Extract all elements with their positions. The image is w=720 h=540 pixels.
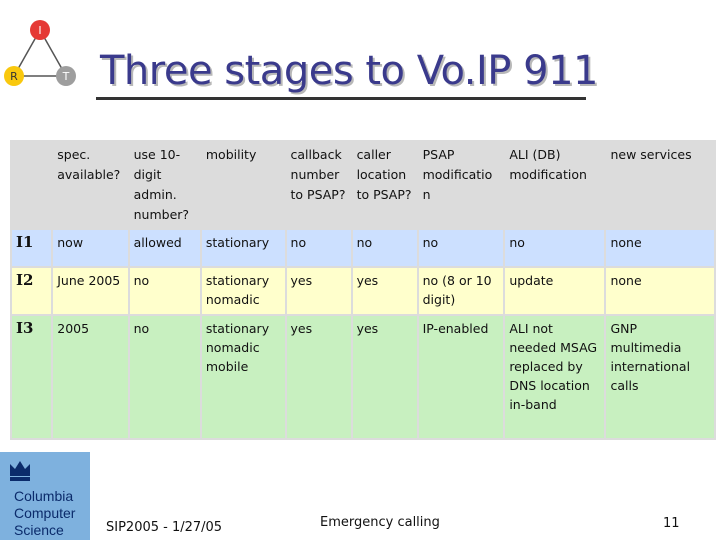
table-cell: no (8 or 10 digit) [419, 268, 504, 314]
irt-logo [0, 16, 90, 96]
table-cell: now [53, 230, 127, 266]
header-cell [12, 142, 51, 228]
table-cell: no [130, 268, 200, 314]
columbia-line: Columbia [14, 488, 74, 504]
page-number: 11 [663, 516, 680, 531]
table-cell: IP-enabled [419, 316, 504, 438]
header-cell: callback number to PSAP? [287, 142, 351, 228]
columbia-logo [0, 452, 90, 540]
header-cell: ALI (DB) modification [505, 142, 604, 228]
row-label: I3 [12, 316, 51, 438]
table-cell: no [130, 316, 200, 438]
table-cell: GNP multimedia international calls [606, 316, 714, 438]
row-label: I1 [12, 230, 51, 266]
table-cell: no [287, 230, 351, 266]
table-cell: yes [287, 268, 351, 314]
table-cell: none [606, 268, 714, 314]
table-cell: no [419, 230, 504, 266]
title-underline [96, 97, 586, 100]
table-cell: June 2005 [53, 268, 127, 314]
slide-title: Three stages to Vo.IP 911 [100, 48, 598, 94]
table-cell: ALI not needed MSAG replaced by DNS location in-band [505, 316, 604, 438]
comparison-table [10, 140, 716, 440]
table-cell: none [606, 230, 714, 266]
table-cell: yes [287, 316, 351, 438]
crown-icon [6, 456, 34, 484]
columbia-line: Computer [14, 505, 76, 521]
table-cell: yes [353, 316, 417, 438]
table-cell: stationary [202, 230, 285, 266]
table-header-row [12, 142, 714, 228]
columbia-line: Science [14, 522, 64, 538]
footer-date: SIP2005 - 1/27/05 [106, 520, 223, 535]
table-cell: allowed [130, 230, 200, 266]
header-cell: use 10-digit admin. number? [130, 142, 200, 228]
table-cell: update [505, 268, 604, 314]
table-row [12, 230, 714, 266]
logo-letter-i: I [38, 24, 42, 37]
header-cell: new services [606, 142, 714, 228]
footer-topic: Emergency calling [320, 515, 440, 530]
header-cell: caller location to PSAP? [353, 142, 417, 228]
table-row [12, 316, 714, 438]
row-label: I2 [12, 268, 51, 314]
columbia-wordmark [14, 488, 75, 539]
header-cell: PSAP modification [419, 142, 504, 228]
table-cell: stationary nomadic [202, 268, 285, 314]
logo-letter-t: T [62, 70, 70, 83]
header-cell: mobility [202, 142, 285, 228]
table-cell: yes [353, 268, 417, 314]
table-cell: no [353, 230, 417, 266]
table-cell: no [505, 230, 604, 266]
header-cell: spec. available? [53, 142, 127, 228]
logo-letter-r: R [10, 70, 18, 83]
table-cell: stationary nomadic mobile [202, 316, 285, 438]
table-row [12, 268, 714, 314]
table-cell: 2005 [53, 316, 127, 438]
